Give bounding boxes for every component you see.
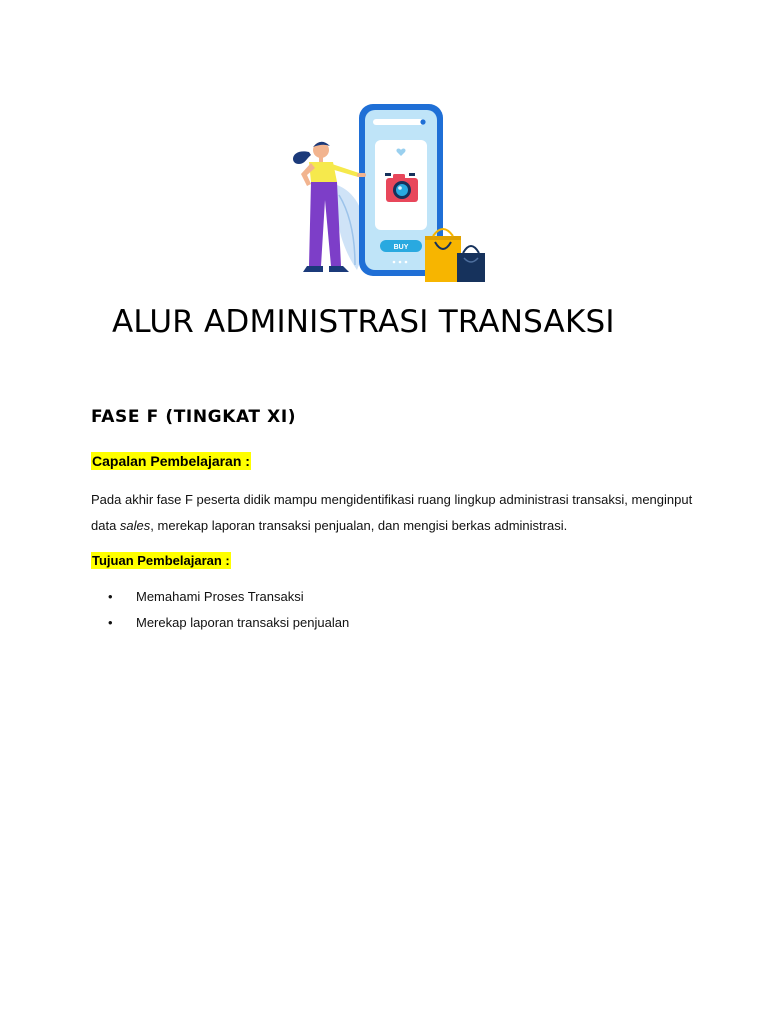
buy-button-label: BUY bbox=[393, 244, 409, 251]
shopping-app-illustration bbox=[285, 100, 490, 290]
list-item bbox=[108, 586, 349, 612]
paragraph-line-2-prefix: data bbox=[91, 518, 120, 533]
shopping-bag-icon bbox=[457, 246, 485, 282]
document-title: ALUR ADMINISTRASI TRANSAKSI bbox=[112, 304, 615, 340]
paragraph-line-2-suffix: , merekap laporan transaksi penjualan, dan mengisi berkas administrasi. bbox=[150, 518, 568, 533]
learning-goals-list bbox=[108, 586, 349, 638]
list-item bbox=[108, 612, 349, 638]
phase-heading: FASE F (TINGKAT XI) bbox=[91, 407, 297, 427]
capaian-paragraph bbox=[91, 487, 701, 539]
list-item-text: Memahami Proses Transaksi bbox=[136, 589, 304, 604]
tujuan-pembelajaran-label: Tujuan Pembelajaran : bbox=[92, 553, 230, 568]
shopping-bag-icon bbox=[425, 229, 461, 282]
bullet-icon: • bbox=[108, 615, 113, 630]
bullet-icon: • bbox=[108, 589, 113, 604]
paragraph-line-2 bbox=[91, 513, 701, 539]
sales-term: sales bbox=[119, 518, 151, 533]
capaian-pembelajaran-label: Capalan Pembelajaran : bbox=[92, 453, 250, 469]
list-item-text: Merekap laporan transaksi penjualan bbox=[136, 615, 350, 630]
paragraph-line-1: Pada akhir fase F peserta didik mampu mengidentifikasi ruang lingkup administrasi transaksi, menginput bbox=[91, 492, 693, 507]
